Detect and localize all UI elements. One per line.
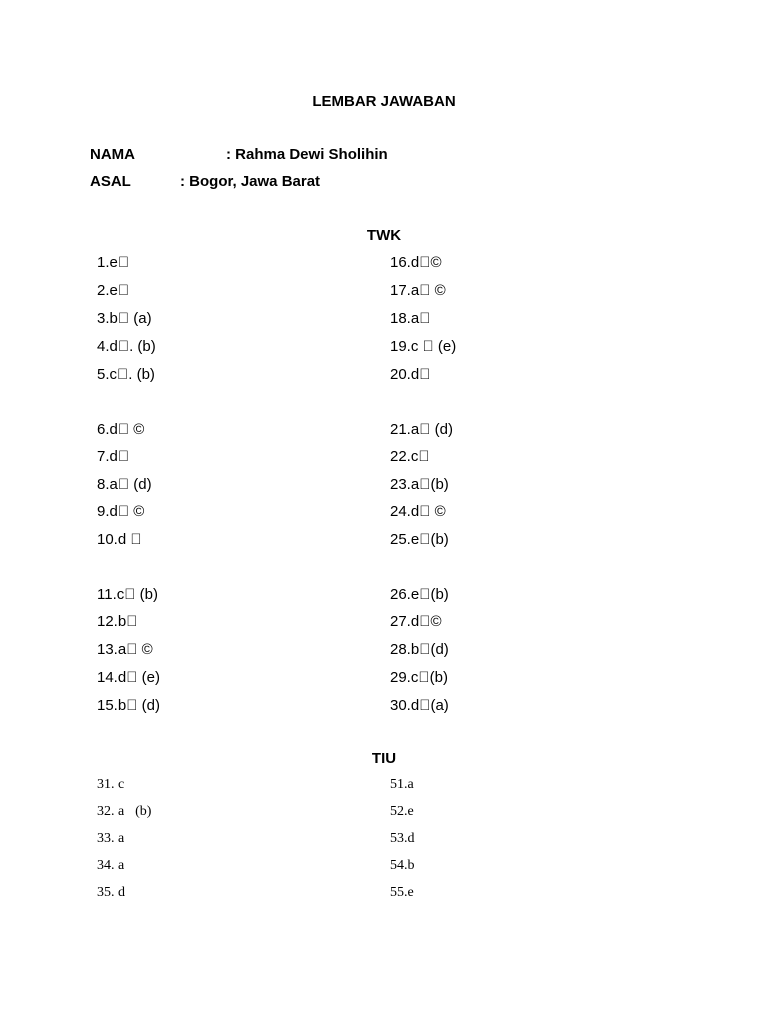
nama-row [90,146,388,163]
nama-label: NAMA [90,146,135,163]
document-title: LEMBAR JAWABAN [312,93,456,110]
answer-item: 51.a [390,777,414,792]
answer-item: 21.a (d) [390,421,442,438]
asal-label: ASAL [90,173,131,190]
asal-value: : Bogor, Jawa Barat [180,173,321,190]
answer-item: 5.c . (b) [97,366,148,383]
answer-item: 23.a (b) [390,476,442,493]
answer-item: 10.d [97,531,127,548]
answer-item: 11.c (b) [97,586,147,603]
answer-item: 52.e [390,804,414,819]
answer-item: 26.e (b) [390,586,442,603]
answer-item: 14.d (e) [97,669,149,686]
answer-item: 19.c (e) [390,338,441,355]
answer-item: 8.a (d) [97,476,141,493]
answer-item: 18.a [390,310,420,327]
twk-section-title: TWK [366,227,402,244]
answer-item: 22.c [390,448,419,465]
answer-item: 55.e [390,885,414,900]
answer-item: 13.a © [97,641,142,658]
answer-item: 4.d . (b) [97,338,149,355]
answer-item: 31. c [97,777,125,792]
answer-item: 15.b (d) [97,697,149,714]
answer-item: 3.b (a) [97,310,141,327]
tiu-section-title: TIU [371,750,397,767]
nama-value: : Rahma Dewi Sholihin [226,146,388,163]
answer-item: 17.a © [390,282,435,299]
answer-item: 2.e [97,282,118,299]
answer-item: 24.d © [390,503,435,520]
answer-item: 6.d © [97,421,134,438]
answer-item: 53.d [390,831,415,846]
answer-item: 32. a (b) [97,804,145,819]
asal-row [90,173,321,190]
answer-item: 27.d © [390,613,435,630]
answer-item: 30.d (a) [390,697,442,714]
answer-item: 28.b (d) [390,641,442,658]
answer-item: 54.b [390,858,415,873]
answer-item: 12.b [97,613,127,630]
answer-item: 7.d [97,448,118,465]
answer-item: 35. d [97,885,125,900]
answer-item: 29.c (b) [390,669,441,686]
answer-item: 16.d © [390,254,435,271]
answer-item: 34. a [97,858,125,873]
answer-item: 9.d © [97,503,134,520]
answer-item: 33. a [97,831,125,846]
answer-item: 1.e [97,254,118,271]
answer-item: 25.e (b) [390,531,442,548]
answer-item: 20.d [390,366,420,383]
